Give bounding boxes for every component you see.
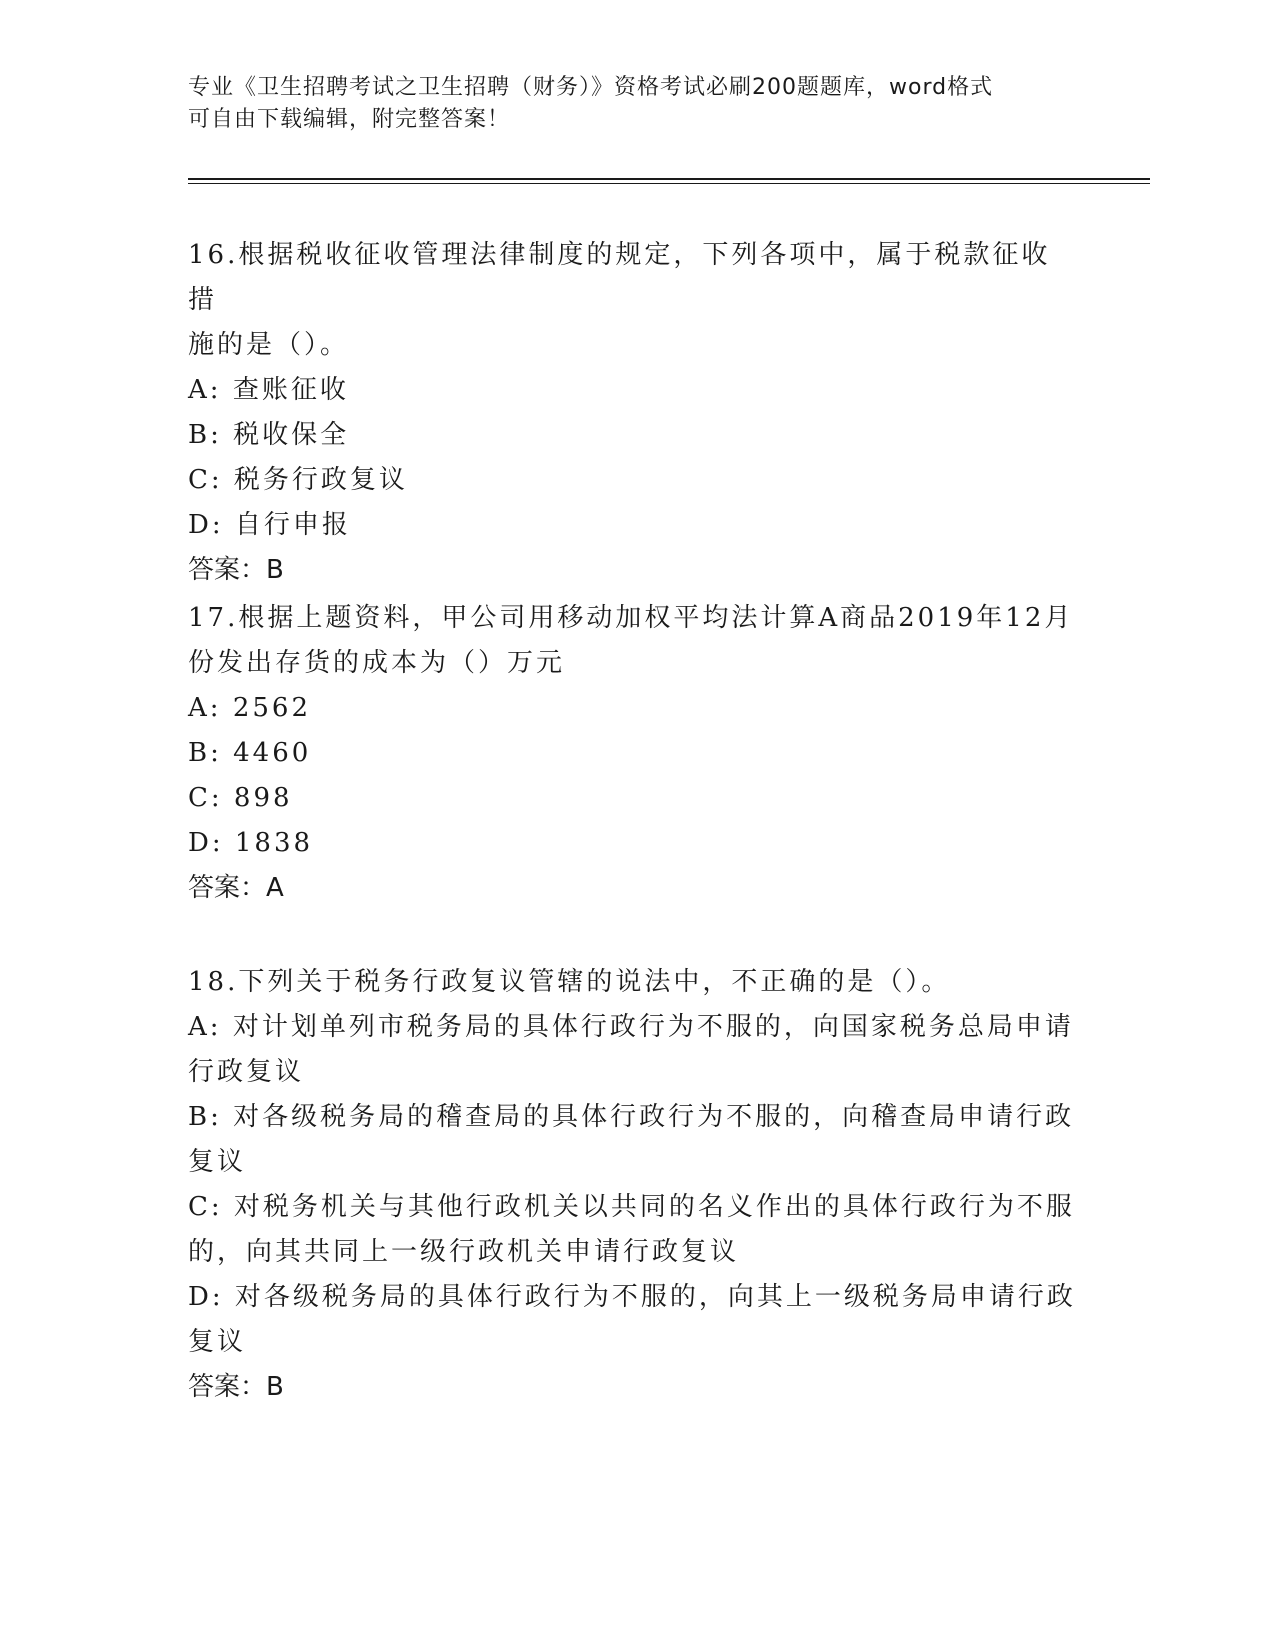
option-d-line-2: 复议: [188, 1327, 247, 1357]
option-label: B:: [188, 420, 222, 450]
option-label: D:: [188, 510, 224, 540]
option-text: 对各级税务局的稽查局的具体行政行为不服的，向稽查局申请行政: [233, 1102, 1075, 1132]
option-label: B:: [188, 738, 222, 768]
option-label: A:: [188, 1012, 222, 1042]
option-text: 税收保全: [233, 420, 350, 450]
option-text: 自行申报: [234, 510, 351, 540]
option-text: 4460: [233, 738, 312, 768]
option-label: A:: [188, 375, 222, 405]
option-text: 对税务机关与其他行政机关以共同的名义作出的具体行政行为不服: [233, 1192, 1075, 1222]
option-label: D:: [188, 828, 224, 858]
option-text: 查账征收: [232, 375, 349, 405]
option-a: [188, 368, 1078, 413]
question-text-line-1: 17.根据上题资料，甲公司用移动加权平均法计算A商品2019年12月: [188, 603, 1074, 633]
option-b: [188, 731, 1078, 776]
question-text-line-1: 18.下列关于税务行政复议管辖的说法中，不正确的是（）。: [188, 967, 951, 997]
question-17: [188, 596, 1078, 911]
answer: 答案：B: [188, 555, 284, 585]
option-c-line-1: [188, 1185, 1078, 1230]
question-text-line-1: 16.根据税收征收管理法律制度的规定，下列各项中，属于税款征收措: [188, 240, 1051, 315]
option-label: D:: [188, 1282, 224, 1312]
option-c-line-2: 的，向其共同上一级行政机关申请行政复议: [188, 1237, 740, 1267]
option-text: 税务行政复议: [233, 465, 408, 495]
option-c: [188, 776, 1078, 821]
option-a-line-1: [188, 1005, 1078, 1050]
option-b-line-2: 复议: [188, 1147, 247, 1177]
option-d-line-1: [188, 1275, 1078, 1320]
question-text-line-2: 施的是（）。: [188, 330, 350, 360]
option-label: C:: [188, 465, 223, 495]
option-text: 898: [233, 783, 293, 813]
option-text: 1838: [234, 828, 314, 858]
option-text: 2562: [232, 693, 311, 723]
option-b: [188, 413, 1078, 458]
option-text: 对各级税务局的具体行政行为不服的，向其上一级税务局申请行政: [234, 1282, 1076, 1312]
question-16: [188, 233, 1078, 593]
option-text: 对计划单列市税务局的具体行政行为不服的，向国家税务总局申请: [232, 1012, 1074, 1042]
answer: 答案：B: [188, 1372, 284, 1402]
document-header: [188, 72, 1068, 136]
option-b-line-1: [188, 1095, 1078, 1140]
option-c: [188, 458, 1078, 503]
option-label: A:: [188, 693, 222, 723]
option-label: B:: [188, 1102, 222, 1132]
header-rule-thin: [188, 183, 1150, 184]
option-d: [188, 503, 1078, 548]
option-d: [188, 821, 1078, 866]
option-a-line-2: 行政复议: [188, 1057, 305, 1087]
header-line-1: 专业《卫生招聘考试之卫生招聘（财务）》资格考试必刷200题题库，word格式: [188, 75, 994, 100]
question-18: [188, 960, 1078, 1410]
question-text-line-2: 份发出存货的成本为（）万元: [188, 648, 566, 678]
header-line-2: 可自由下载编辑，附完整答案！: [188, 107, 511, 132]
option-label: C:: [188, 783, 223, 813]
option-a: [188, 686, 1078, 731]
option-label: C:: [188, 1192, 223, 1222]
answer: 答案：A: [188, 873, 284, 903]
header-rule-thick: [188, 178, 1150, 180]
